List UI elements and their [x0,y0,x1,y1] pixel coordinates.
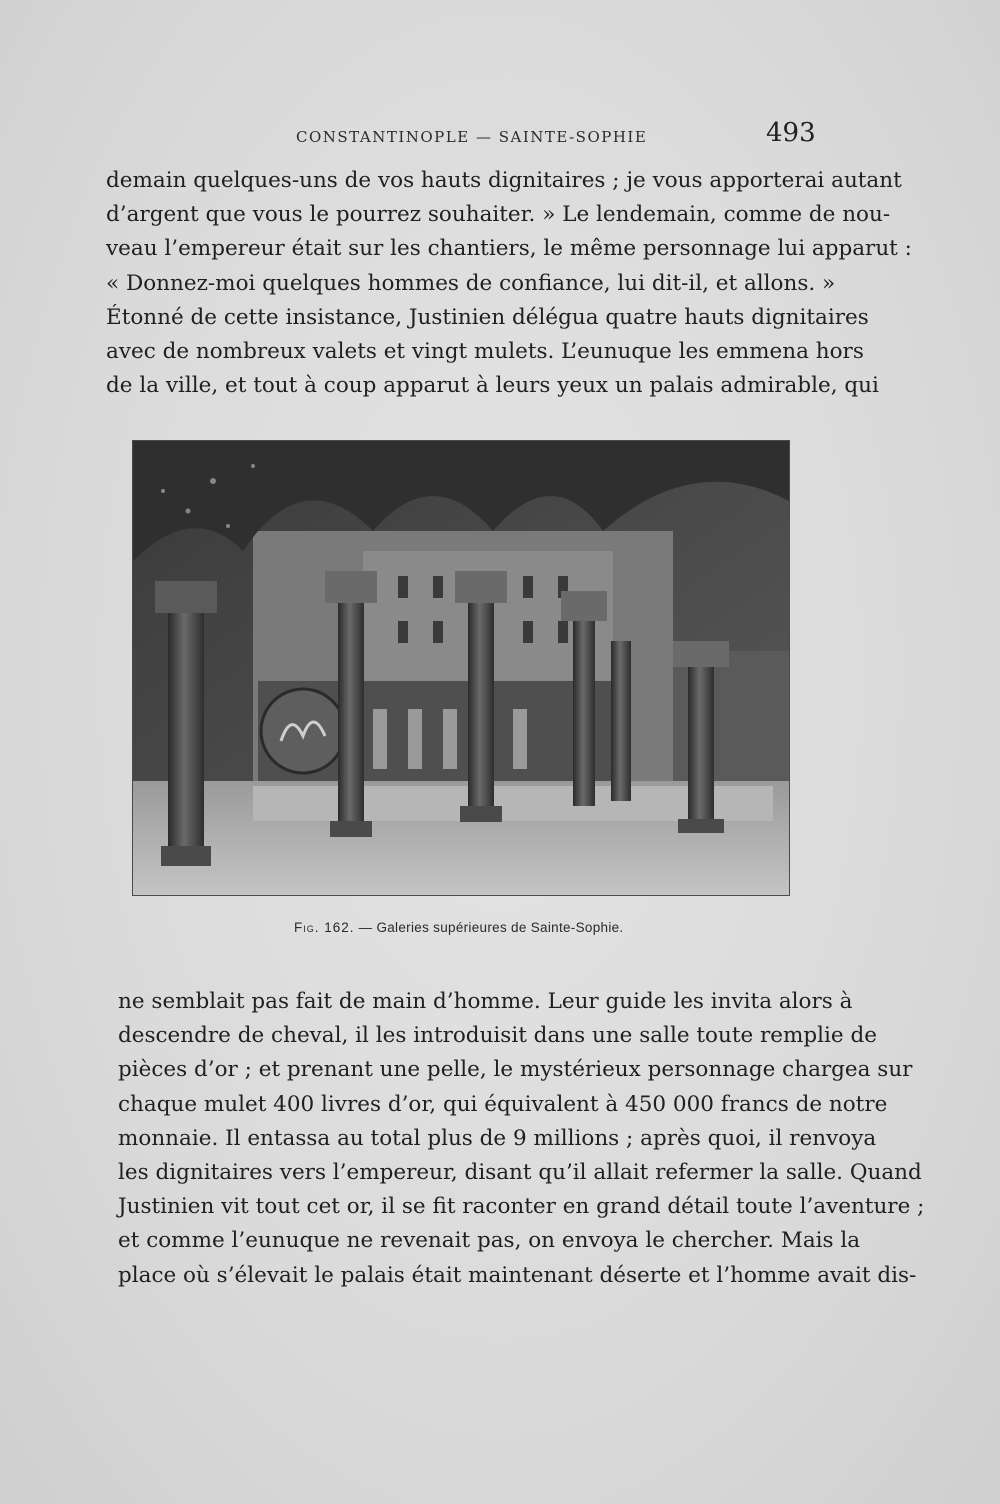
text-line: « Donnez-moi quelques hommes de confiance, lui dit-il, et allons. » [106,270,836,296]
paragraph-bottom [118,985,925,1293]
text-line: veau l’empereur était sur les chantiers, le même personnage lui apparut : [106,236,912,262]
text-line: ne semblait pas fait de main d’homme. Leur guide les invita alors à [118,989,853,1014]
photograph-galleries [133,441,789,895]
text-line: Étonné de cette insistance, Justinien délégua quatre hauts dignitaires [106,304,869,330]
gallery-photo-illustration [133,441,789,895]
text-line: Justinien vit tout cet or, il se fit raconter en grand détail toute l’aventure ; [118,1194,925,1220]
text-line: descendre de cheval, il les introduisit dans une salle toute remplie de [118,1023,877,1049]
figure-caption-text: — Galeries supérieures de Sainte-Sophie. [358,920,624,935]
text-line: avec de nombreux valets et vingt mulets. L’eunuque les emmena hors [106,339,864,365]
page-number: 493 [766,118,816,148]
text-line: place où s’élevait le palais était maintenant déserte et l’homme avait dis- [118,1262,917,1288]
text-line: les dignitaires vers l’empereur, disant qu’il allait refermer la salle. Quand [118,1160,922,1186]
text-line: chaque mulet 400 livres d’or, qui équivalent à 450 000 francs de notre [118,1091,888,1117]
running-title: CONSTANTINOPLE — SAINTE-SOPHIE [296,128,648,146]
figure-label: Fig. 162. [294,920,355,935]
text-line: de la ville, et tout à coup apparut à leurs yeux un palais admirable, qui [106,373,879,399]
text-line: d’argent que vous le pourrez souhaiter. » Le lendemain, comme de nou- [106,202,891,228]
text-line: demain quelques-uns de vos hauts dignitaires ; je vous apporterai autant [106,168,902,193]
figure-caption [294,920,623,935]
text-line: monnaie. Il entassa au total plus de 9 millions ; après quoi, il renvoya [118,1125,877,1151]
text-line: et comme l’eunuque ne revenait pas, on envoya le chercher. Mais la [118,1228,861,1254]
paragraph-top [106,164,912,403]
text-line: pièces d’or ; et prenant une pelle, le mystérieux personnage chargea sur [118,1057,913,1083]
